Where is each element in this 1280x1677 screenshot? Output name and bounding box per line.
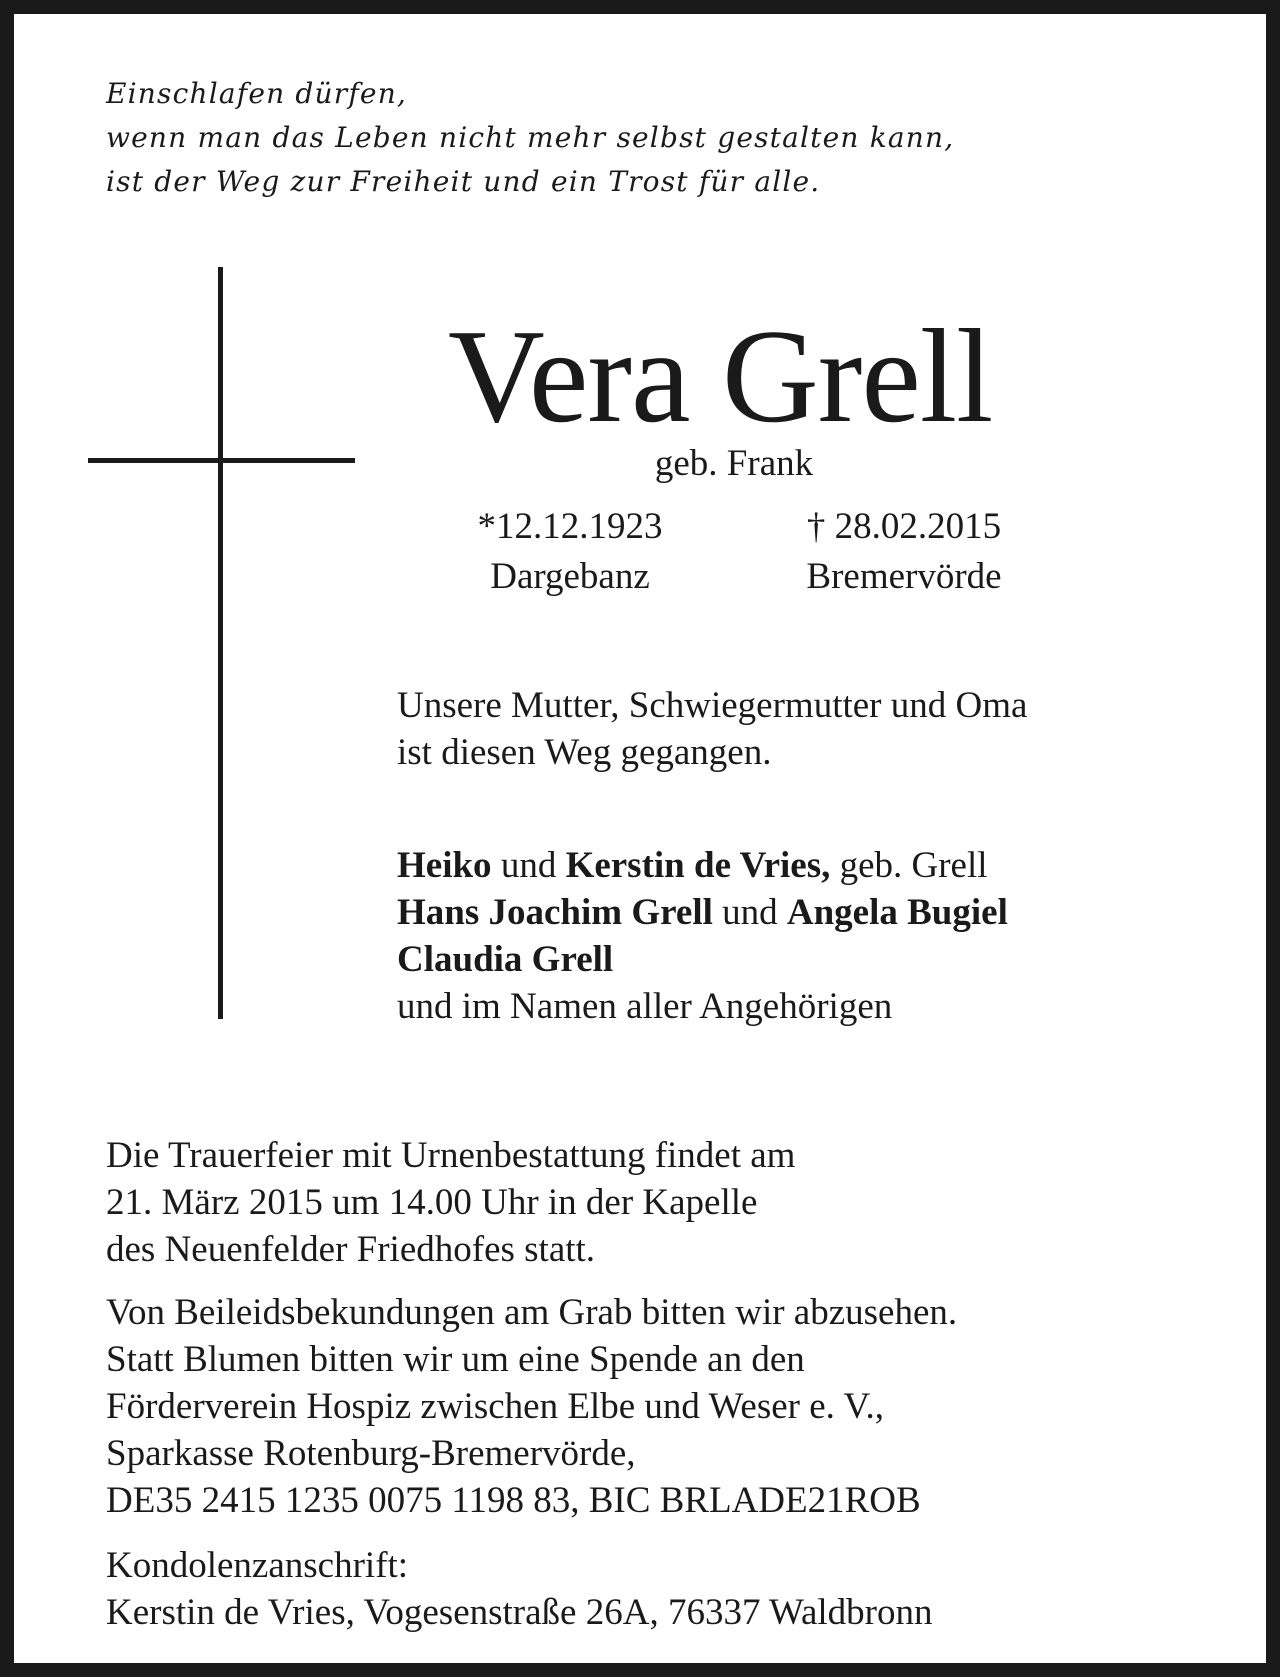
motto-line: Einschlafen dürfen, — [106, 77, 408, 110]
service-line: des Neuenfelder Friedhofes statt. — [106, 1229, 596, 1270]
family-name: Heiko — [397, 845, 492, 886]
death-date: † 28.02.2015 — [806, 506, 1002, 547]
family-line — [397, 889, 1008, 936]
donation-line: Förderverein Hospiz zwischen Elbe und Weser e. V., — [106, 1386, 884, 1427]
service-line: Die Trauerfeier mit Urnenbestattung findet am — [106, 1135, 796, 1176]
notice-text — [397, 682, 1027, 776]
family-joiner: und — [712, 892, 787, 933]
family-name: Claudia Grell — [397, 939, 614, 980]
donation-info — [106, 1289, 957, 1524]
cross-vertical-bar — [218, 267, 223, 1019]
family-name: Angela Bugiel — [786, 892, 1008, 933]
condolence-line: Kerstin de Vries, Vogesenstraße 26A, 76337 Waldbronn — [106, 1592, 933, 1633]
birth-date: *12.12.1923 — [477, 506, 663, 547]
motto-line: ist der Weg zur Freiheit und ein Trost für alle. — [106, 165, 821, 198]
family-line — [397, 842, 1008, 889]
motto-line: wenn man das Leben nicht mehr selbst gestalten kann, — [106, 121, 955, 154]
condolence-label: Kondolenzanschrift: — [106, 1545, 409, 1586]
family-suffix: geb. Grell — [830, 845, 988, 886]
family-name: Hans Joachim Grell — [397, 892, 713, 933]
family-name: Kerstin de Vries, — [565, 845, 831, 886]
family-signatures — [397, 842, 1008, 1030]
deceased-name: Vera Grell — [448, 302, 993, 450]
family-joiner: und — [491, 845, 566, 886]
service-line: 21. März 2015 um 14.00 Uhr in der Kapelle — [106, 1182, 758, 1223]
donation-line: Von Beileidsbekundungen am Grab bitten wir abzusehen. — [106, 1292, 958, 1333]
donation-line: DE35 2415 1235 0075 1198 83, BIC BRLADE21ROB — [106, 1480, 921, 1521]
birth-info — [450, 502, 690, 602]
notice-line: Unsere Mutter, Schwiegermutter und Oma — [397, 685, 1028, 726]
service-info — [106, 1132, 795, 1273]
condolence-address — [106, 1542, 933, 1636]
notice-line: ist diesen Weg gegangen. — [397, 732, 772, 773]
birth-name: geb. Frank — [654, 443, 814, 484]
birth-place: Dargebanz — [490, 556, 650, 597]
motto-verse — [106, 72, 954, 204]
death-place: Bremervörde — [806, 556, 1002, 597]
family-line: und im Namen aller Angehörigen — [397, 986, 893, 1027]
donation-line: Statt Blumen bitten wir um eine Spende an den — [106, 1339, 805, 1380]
cross-horizontal-bar — [88, 458, 355, 463]
death-info — [764, 502, 1044, 602]
family-line — [397, 936, 1008, 983]
donation-line: Sparkasse Rotenburg-Bremervörde, — [106, 1433, 636, 1474]
